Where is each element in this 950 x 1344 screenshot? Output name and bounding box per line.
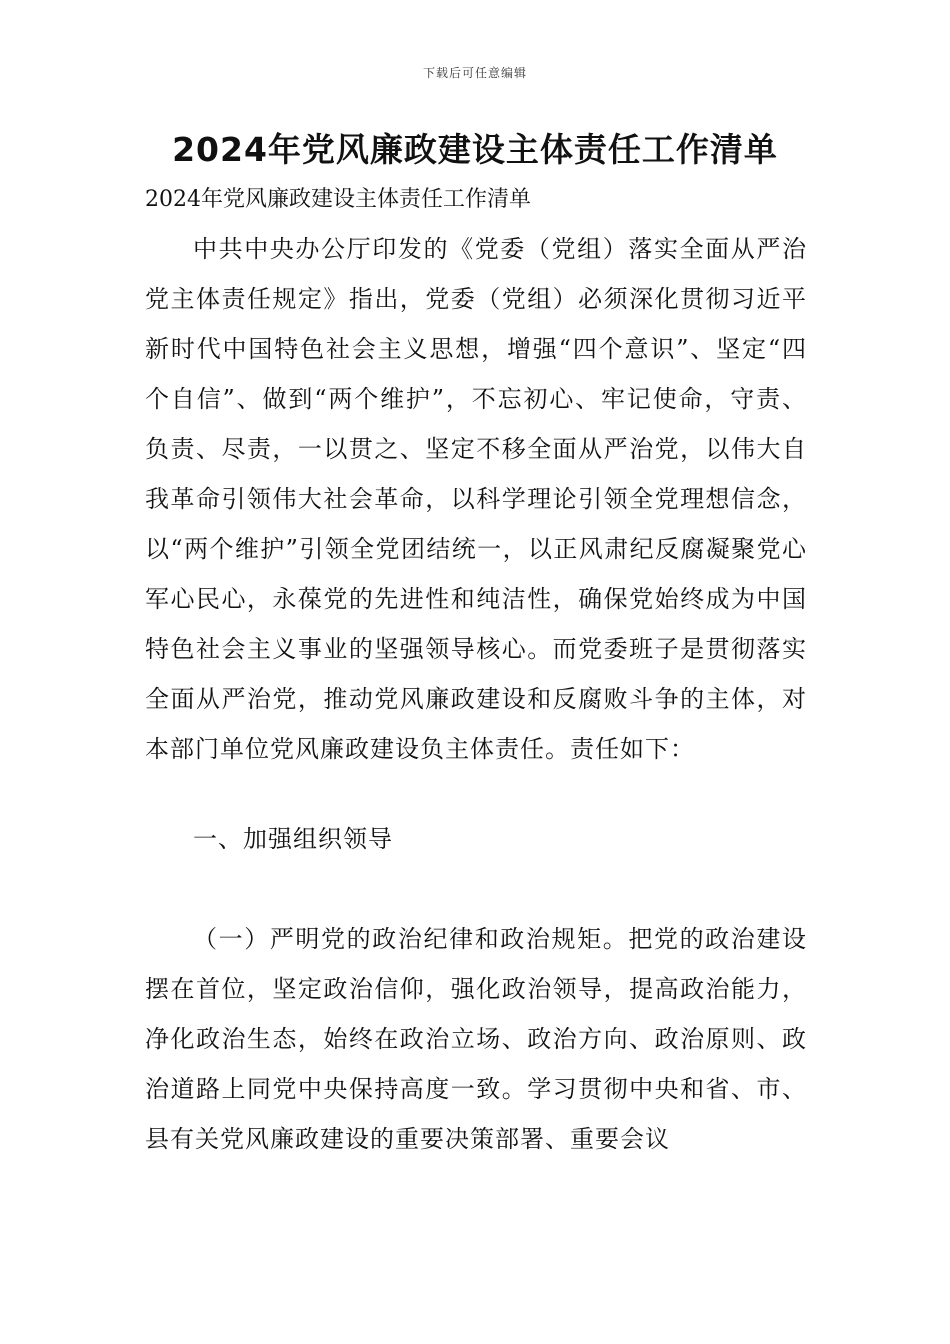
intro-paragraph: 中共中央办公厅印发的《党委（党组）落实全面从严治党主体责任规定》指出，党委（党组）必须深化贯彻习近平新时代中国特色社会主义思想，增强“四个意识”、坚定“四个自信”、做到“两个维护”，不忘初心、牢记使命，守责、负责、尽责，一以贯之、坚定不移全面从严治党，以伟大自我革命引领伟大社会革命，以科学理论引领全党理想信念，以“两个维护”引领全党团结统一，以正风肃纪反腐凝聚党心军心民心，永葆党的先进性和纯洁性，确保党始终成为中国特色社会主义事业的坚强领导核心。而党委班子是贯彻落实全面从严治党，推动党风廉政建设和反腐败斗争的主体，对本部门单位党风廉政建设负主体责任。责任如下：	[145, 235, 807, 763]
header-note: 下载后可任意编辑	[422, 66, 527, 80]
document-title: 2024年党风廉政建设主体责任工作清单	[172, 130, 778, 169]
section-heading: 一、加强组织领导	[193, 825, 393, 853]
document-subtitle: 2024年党风廉政建设主体责任工作清单	[145, 187, 531, 212]
section-paragraph: （一）严明党的政治纪律和政治规矩。把党的政治建设摆在首位，坚定政治信仰，强化政治领导，提高政治能力，净化政治生态，始终在政治立场、政治方向、政治原则、政治道路上同党中央保持高度一致。学习贯彻中央和省、市、县有关党风廉政建设的重要决策部署、重要会议	[145, 925, 807, 1153]
document-body	[145, 180, 807, 1164]
